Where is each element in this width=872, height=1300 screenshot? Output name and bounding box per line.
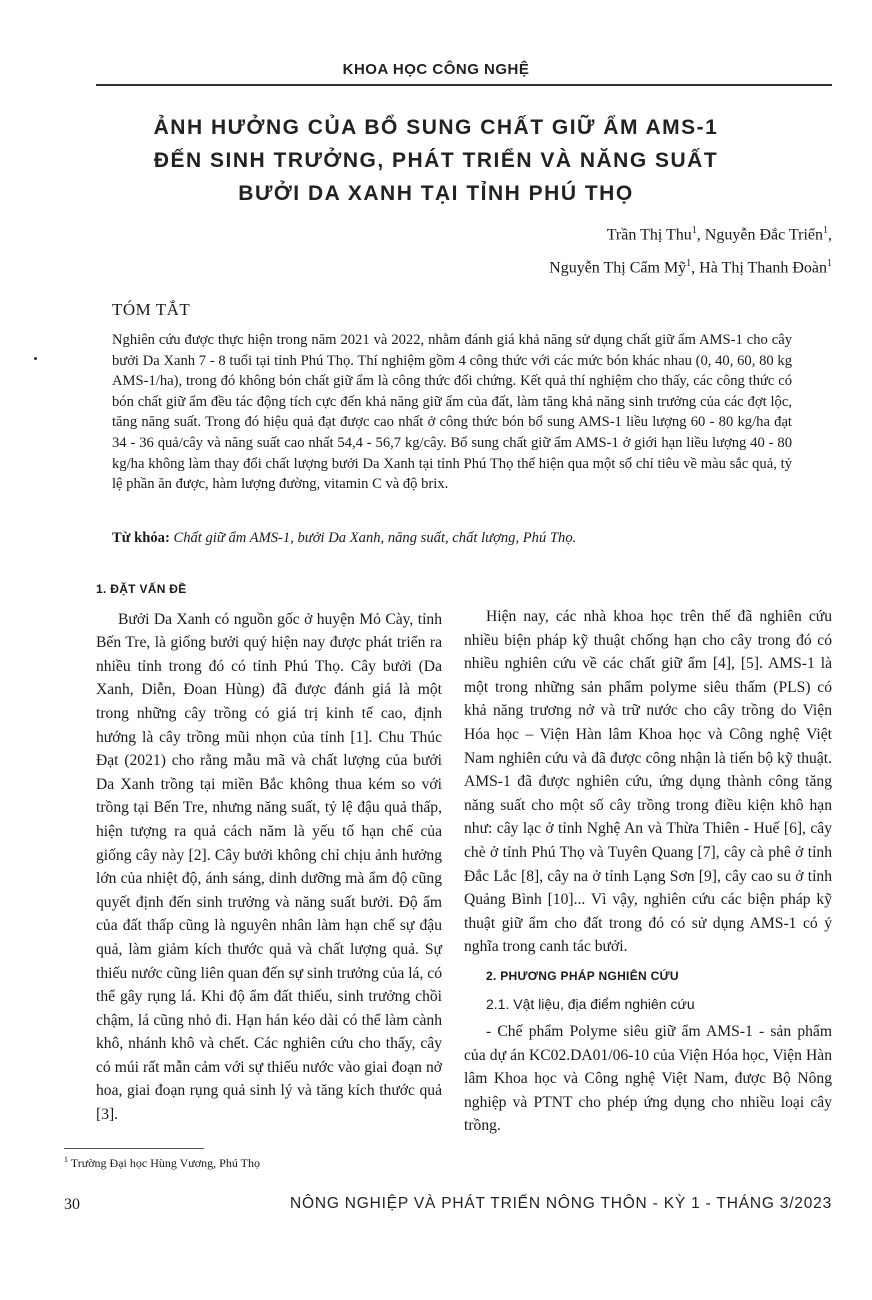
page-number: 30 — [64, 1196, 80, 1213]
author-name: Trần Thị Thu — [606, 226, 692, 244]
intro-paragraph: Bưởi Da Xanh có nguồn gốc ở huyện Mỏ Cày, tỉnh Bến Tre, là giống bưởi quý hiện nay được phát triển ra nhiều tỉnh trong đó có tỉnh Phú Thọ. Cây bưởi (Da Xanh, Diễn, Đoan Hùng) đã được đánh giá là một trong những cây trồng có giá trị kinh tế cao, định hướng là cây trồng mũi nhọn của tỉnh [1]. Chu Thúc Đạt (2021) cho rằng mẫu mã và chất lượng của bưởi Da Xanh trồng tại miền Bắc không thua kém so với trồng tại Bến Tre, nhưng năng suất, tỷ lệ đậu quả thấp, hiện tượng ra quả cách năm là yếu tố hạn chế của giống cây này [2]. Cây bưởi không chỉ chịu ảnh hưởng lớn của nhiệt độ, ánh sáng, dinh dưỡng mà ẩm độ cũng quyết định đến sinh trưởng và năng suất bưởi. Độ ẩm của đất thấp cũng là nguyên nhân làm hạn chế sự đậu quả, làm giảm kích thước quả và chất lượng quả. Sự thiếu nước cũng liên quan đến sự sinh trưởng của lá, có thể gây rụng lá. Khi độ ẩm đất thiếu, sinh trưởng chồi chậm, lá cũng nhỏ đi. Hạn hán kéo dài có thể làm cành khô, nhánh khô và chết. Các nghiên cứu cho thấy, cây có múi rất mẫn cảm với sự thiếu nước vào giai đoạn nở hoa, giai đoạn rụng quả sinh lý và tăng kích thước quả [3]. — [96, 610, 442, 1124]
abstract-text: Nghiên cứu được thực hiện trong năm 2021 và 2022, nhằm đánh giá khả năng sử dụng chất giữ ẩm AMS-1 cho cây bưởi Da Xanh 7 - 8 tuổi tại tỉnh Phú Thọ. Thí nghiệm gồm 4 công thức với các mức bón khác nhau (0, 40, 60, 80 kg AMS-1/ha), trong đó không bón chất giữ ẩm là công thức đối chứng. Kết quả thí nghiệm cho thấy, các công thức có bón chất giữ ẩm đều tác động tích cực đến khả năng giữ ẩm của đất, làm tăng khả năng sinh trưởng của các đợt lộc, tăng năng suất. Trong đó hiệu quả đạt được cao nhất ở công thức bón bổ sung AMS-1 liều lượng 60 - 80 kg/ha đạt 34 - 36 quả/cây và năng suất cao nhất 54,4 - 56,7 kg/cây. Bổ sung chất giữ ẩm AMS-1 ở giới hạn liều lượng 40 - 80 kg/ha không làm thay đổi chất lượng bưởi Da Xanh tại tỉnh Phú Thọ thể hiện qua một số chỉ tiêu về màu sắc quả, tỷ lệ phần ăn được, hàm lượng đường, vitamin C và độ brix. — [112, 332, 792, 493]
affiliation-mark: 1 — [686, 258, 692, 270]
section-heading-methods: 2. PHƯƠNG PHÁP NGHIÊN CỨU — [486, 968, 679, 983]
materials-paragraph: - Chế phẩm Polyme siêu giữ ẩm AMS-1 - sản phẩm của dự án KC02.DA01/06-10 của Viện Hóa học, Viện Hàn lâm Khoa học và Công nghệ Việt Nam, được Bộ Nông nghiệp và PTNT cho phép ứng dụng cho nhiều loại cây trồng. — [464, 1023, 832, 1135]
author-name: Nguyễn Thị Cẩm Mỹ — [549, 259, 687, 277]
affiliation-mark: 1 — [823, 225, 828, 236]
intro-paragraph-continued: Hiện nay, các nhà khoa học trên thế đã nghiên cứu nhiều biện pháp kỹ thuật chống hạn cho cây trong đó có nhiều nghiên cứu về các chất giữ ẩm [4], [5]. AMS-1 là một trong những sản phẩm polyme siêu thấm (PLS) có khả năng trương nở và trữ nước cho cây trồng do Viện Hóa học – Viện Hàn lâm Khoa học và Công nghệ Việt Nam nghiên cứu và đã được công nhận là tiến bộ kỹ thuật. AMS-1 đã được nghiên cứu, ứng dụng thành công tăng năng suất cho một số cây trồng trong điều kiện khô hạn như: cây lạc ở tỉnh Nghệ An và Thừa Thiên - Huế [6], cây chè ở tỉnh Phú Thọ và Tuyên Quang [7], cây cà phê ở tỉnh Đắc Lắc [8], cây na ở tỉnh Lạng Sơn [9], cây cao su ở tỉnh Quảng Bình [10]... Vì vậy, nghiên cứu các biện pháp kỹ thuật giữ ẩm cho đất trong đó có sử dụng AMS-1 có ý nghĩa trong canh tác bưởi. — [464, 608, 832, 956]
author-list — [549, 216, 832, 283]
title-line-3: BƯỞI DA XANH TẠI TỈNH PHÚ THỌ — [238, 182, 634, 205]
keywords — [112, 528, 792, 548]
journal-footer: NÔNG NGHIỆP VÀ PHÁT TRIỂN NÔNG THÔN - KỲ 1 - THÁNG 3/2023 — [289, 1195, 832, 1212]
title-line-1: ẢNH HƯỞNG CỦA BỔ SUNG CHẤT GIỮ ẨM AMS-1 — [153, 116, 719, 139]
section-label: KHOA HỌC CÔNG NGHỆ — [342, 61, 530, 78]
affiliation-mark: 1 — [691, 225, 697, 236]
left-column — [96, 578, 442, 1127]
right-column — [464, 605, 832, 1138]
author-name: , Nguyễn Đắc Triển — [696, 226, 823, 244]
keywords-label: Từ khóa: — [112, 530, 170, 546]
author-name: , Hà Thị Thanh Đoàn — [691, 259, 827, 277]
section-heading-introduction: 1. ĐẶT VẤN ĐỀ — [96, 582, 187, 596]
author-line-1 — [549, 216, 832, 249]
header-rule — [96, 84, 832, 86]
affiliation-mark: 1 — [827, 258, 832, 270]
footnote-rule — [64, 1148, 204, 1149]
title-line-2: ĐẾN SINH TRƯỞNG, PHÁT TRIỂN VÀ NĂNG SUẤT — [153, 149, 719, 172]
keywords-list: Chất giữ ẩm AMS-1, bưởi Da Xanh, năng suất, chất lượng, Phú Thọ. — [169, 530, 577, 546]
author-separator: , — [828, 226, 832, 244]
scan-speck — [34, 357, 37, 360]
footnote — [64, 1155, 260, 1171]
footnote-mark: 1 — [64, 1155, 68, 1164]
subsection-heading-materials: 2.1. Vật liệu, địa điểm nghiên cứu — [486, 995, 695, 1012]
author-line-2 — [549, 249, 832, 282]
abstract-heading: TÓM TẮT — [112, 300, 191, 319]
footnote-text: Trường Đại học Hùng Vương, Phú Thọ — [68, 1156, 260, 1170]
article-title — [60, 111, 812, 210]
